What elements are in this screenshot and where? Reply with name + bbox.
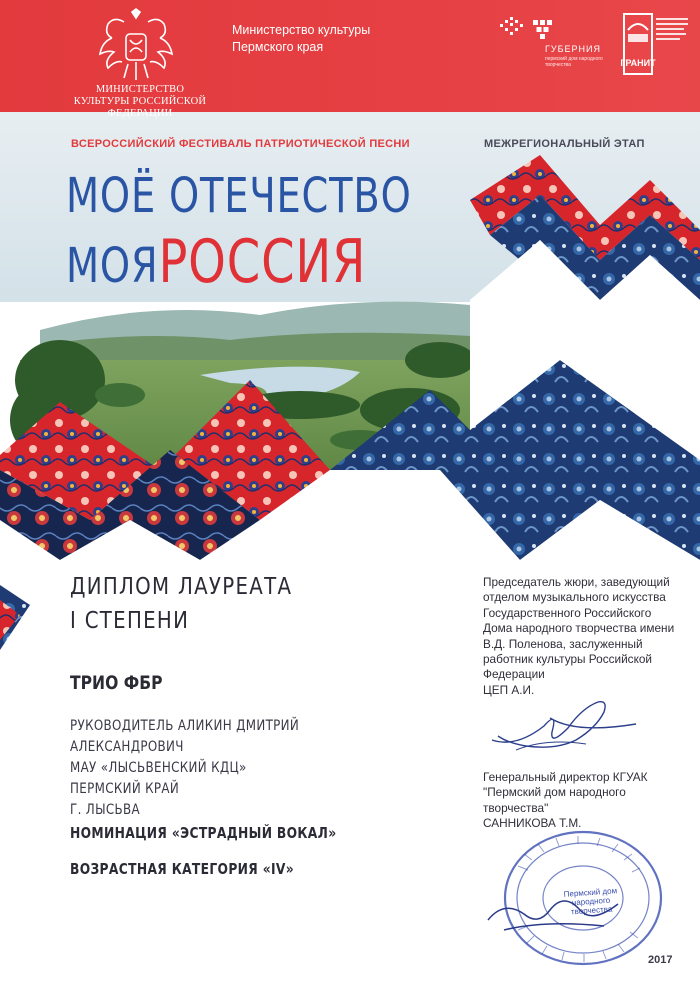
director-name: САННИКОВА Т.М.	[483, 816, 582, 831]
director-signature-icon	[484, 880, 624, 940]
ministry-emblem-icon	[94, 8, 178, 86]
director-block	[483, 770, 683, 832]
jury-chair-name: ЦЕП А.И.	[483, 682, 535, 697]
guberniya-subtitle: пермский дом народного творчества	[545, 56, 603, 68]
guberniya-name: ГУБЕРНИЯ	[545, 44, 601, 54]
festival-name-line-1: МОЁ ОТЕЧЕСТВО	[66, 168, 412, 224]
region-line: ПЕРМСКИЙ КРАЙ	[70, 781, 180, 797]
diploma-title	[70, 570, 345, 638]
jury-chair-block	[483, 575, 683, 698]
jury-chair-title: Председатель жюри, заведующий отделом музыкального искусства Государственного Российского Дома народного творчества имени В.Д. Поленова, заслуженный работник культуры Российской Федерации	[483, 575, 675, 682]
issue-year: 2017	[648, 954, 673, 966]
stamp-center-text: Пермский дом народного творчества	[563, 886, 618, 917]
laureate-details	[70, 716, 398, 821]
folk-art-house-logo-icon	[614, 10, 690, 78]
director-title: Генеральный директор КГУАК "Пермский дом народного творчества"	[483, 770, 648, 815]
diploma-title-line: ДИПЛОМ ЛАУРЕАТА	[70, 574, 293, 600]
house-logo-text: ГРАНИТ	[620, 58, 656, 68]
festival-name-part-rossiya: РОССИЯ	[158, 227, 367, 297]
festival-title: ВСЕРОССИЙСКИЙ ФЕСТИВАЛЬ ПАТРИОТИЧЕСКОЙ ПЕСНИ	[71, 138, 410, 150]
nomination: НОМИНАЦИЯ «ЭСТРАДНЫЙ ВОКАЛ»	[70, 824, 337, 842]
organization-line: МАУ «ЛЫСЬВЕНСКИЙ КДЦ»	[70, 760, 247, 776]
stage-label: МЕЖРЕГИОНАЛЬНЫЙ ЭТАП	[484, 138, 645, 150]
ministry-name: МИНИСТЕРСТВО КУЛЬТУРЫ РОССИЙСКОЙ ФЕДЕРАЦИИ	[73, 84, 207, 119]
laureate-name: ТРИО ФБР	[70, 672, 163, 694]
diploma-degree-line: I СТЕПЕНИ	[70, 608, 190, 634]
city-line: Г. ЛЫСЬВА	[70, 802, 140, 818]
leader-line: РУКОВОДИТЕЛЬ АЛИКИН ДМИТРИЙ АЛЕКСАНДРОВИЧ	[70, 718, 300, 755]
festival-name-part-moya: МОЯ	[66, 238, 159, 294]
jury-signature-icon	[486, 688, 646, 758]
perm-ministry-name: Министерство культуры Пермского края	[232, 23, 371, 54]
age-category: ВОЗРАСТНАЯ КАТЕГОРИЯ «IV»	[70, 860, 295, 878]
festival-name-line-2	[66, 227, 367, 297]
